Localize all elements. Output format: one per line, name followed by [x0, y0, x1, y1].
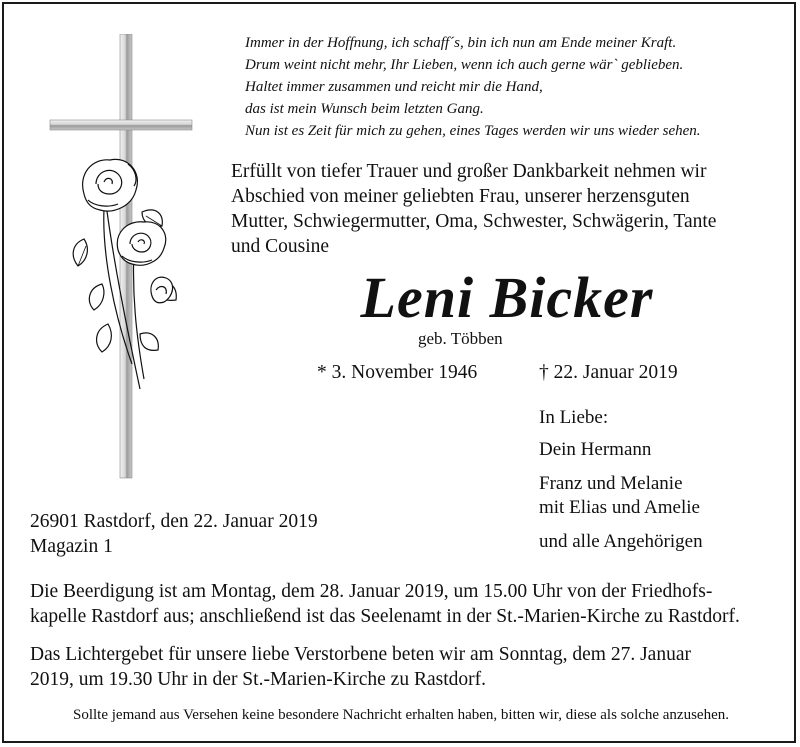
- intro-text: [231, 159, 791, 259]
- birth-date: * 3. November 1946: [317, 362, 478, 383]
- poem-line: Haltet immer zusammen und reicht mir die Hand,: [245, 79, 543, 95]
- obituary-notice: [2, 2, 796, 743]
- funeral-paragraph: [30, 579, 780, 629]
- footnote: Sollte jemand aus Versehen keine besondere Nachricht erhalten haben, bitten wir, diese als solche anzusehen.: [73, 707, 729, 723]
- mourners-lead: In Liebe:: [539, 407, 609, 428]
- poem: [245, 32, 785, 142]
- mourner-husband: Dein Hermann: [539, 439, 652, 460]
- mourner-family: mit Elias und Amelie: [539, 497, 700, 518]
- poem-line: Nun ist es Zeit für mich zu gehen, eines Tages werden wir uns wieder sehen.: [245, 123, 701, 139]
- funeral-line: Die Beerdigung ist am Montag, dem 28. Januar 2019, um 15.00 Uhr von der Friedhofs-: [30, 581, 713, 602]
- maiden-name: geb. Többen: [418, 329, 503, 348]
- address-line: 26901 Rastdorf, den 22. Januar 2019: [30, 511, 318, 532]
- poem-line: Drum weint nicht mehr, Ihr Lieben, wenn ich auch gerne wär` geblieben.: [245, 57, 684, 73]
- address-block: [30, 509, 318, 559]
- address-line: Magazin 1: [30, 536, 113, 557]
- mourners-list: [539, 406, 703, 554]
- mourner-family: Franz und Melanie: [539, 473, 683, 494]
- intro-line: Abschied von meiner geliebten Frau, unserer herzensguten: [231, 186, 690, 207]
- funeral-info: [30, 579, 780, 705]
- poem-line: Immer in der Hoffnung, ich schaff´s, bin ich nun am Ende meiner Kraft.: [245, 35, 677, 51]
- deceased-name: Leni Bicker: [360, 265, 654, 330]
- prayer-line: Das Lichtergebet für unsere liebe Verstorbene beten wir am Sonntag, dem 27. Januar: [30, 644, 691, 665]
- cross-icon: [44, 34, 214, 484]
- mourner-others: und alle Angehörigen: [539, 531, 703, 552]
- death-date: † 22. Januar 2019: [539, 362, 678, 383]
- funeral-line: kapelle Rastdorf aus; anschließend ist das Seelenamt in der St.-Marien-Kirche zu Rastdorf.: [30, 606, 740, 627]
- intro-line: und Cousine: [231, 236, 330, 257]
- poem-line: das ist mein Wunsch beim letzten Gang.: [245, 101, 484, 117]
- prayer-line: 2019, um 19.30 Uhr in der St.-Marien-Kirche zu Rastdorf.: [30, 669, 486, 690]
- intro-line: Mutter, Schwiegermutter, Oma, Schwester, Schwägerin, Tante: [231, 211, 717, 232]
- intro-line: Erfüllt von tiefer Trauer und großer Dankbarkeit nehmen wir: [231, 161, 707, 182]
- prayer-paragraph: [30, 642, 780, 692]
